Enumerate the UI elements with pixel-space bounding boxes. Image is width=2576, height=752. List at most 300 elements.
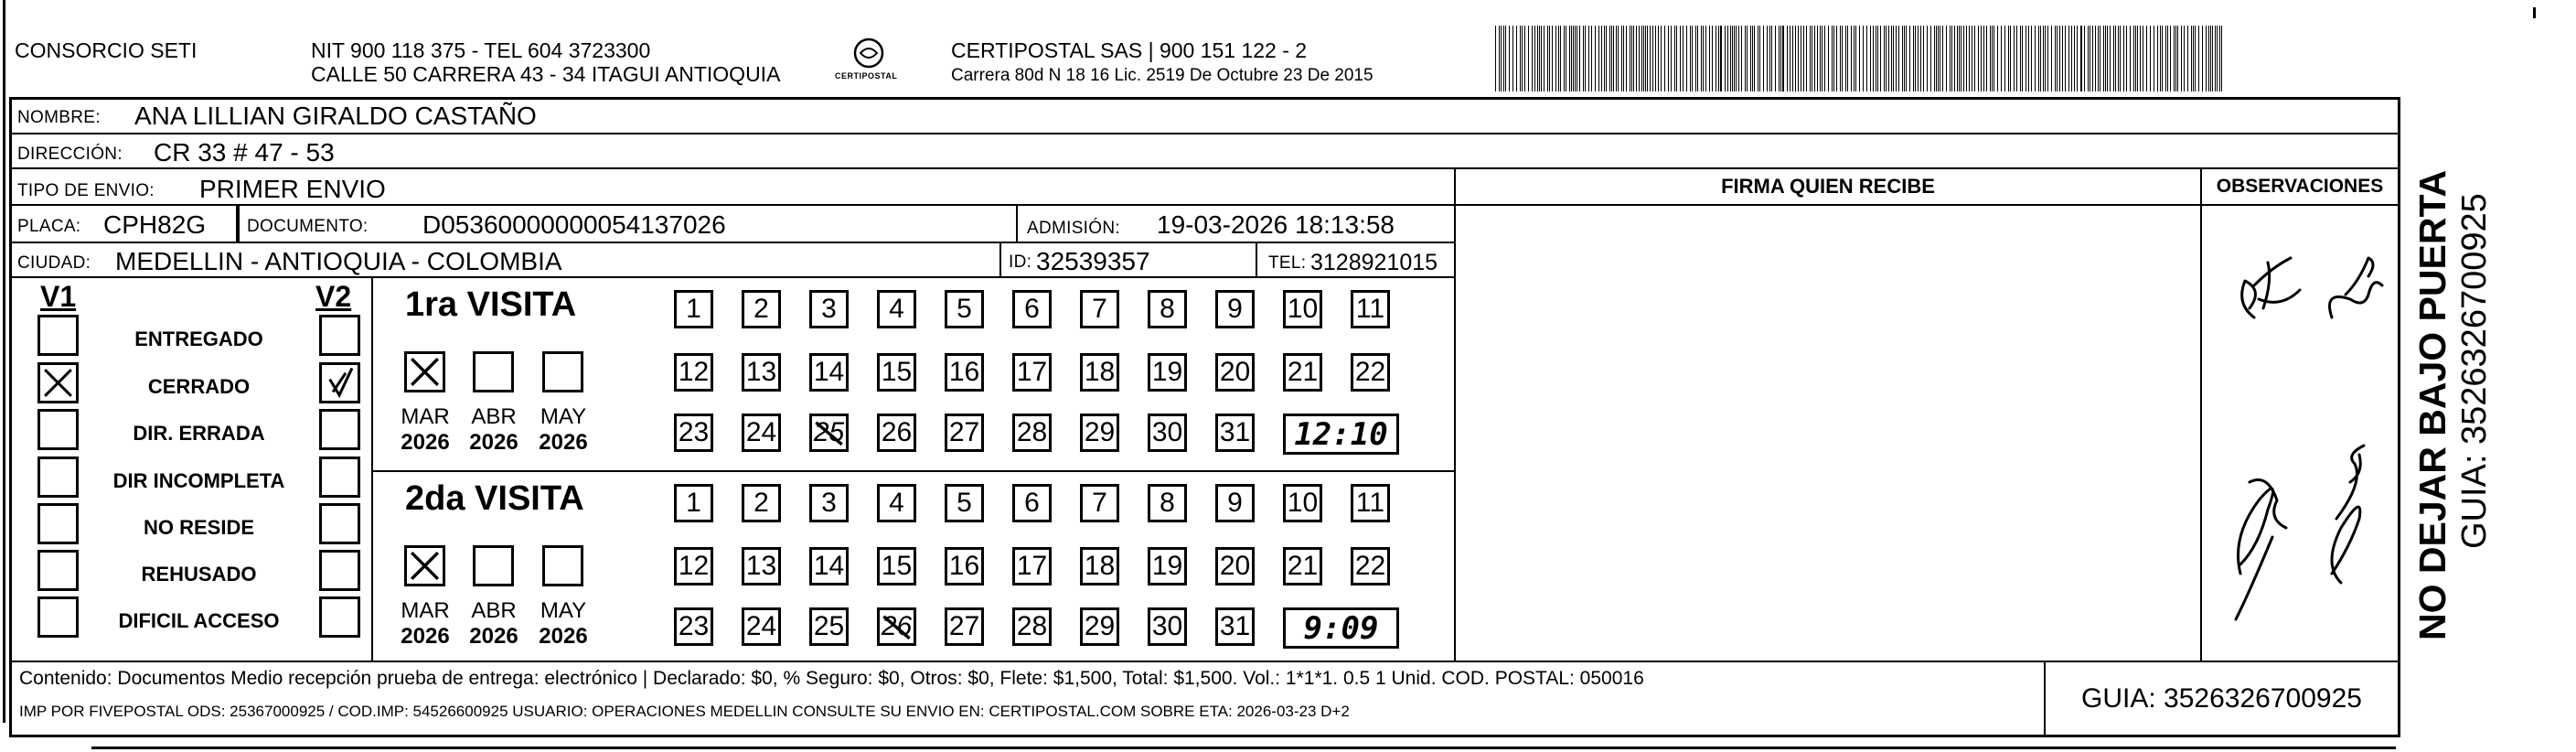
barcode-bar (1738, 26, 1739, 91)
v1-checkbox[interactable] (37, 596, 79, 638)
tipo-label: TIPO DE ENVIO: (17, 181, 155, 200)
year-label: 2026 (401, 624, 450, 649)
barcode-bar (1555, 26, 1556, 91)
day-box[interactable]: 27 (945, 607, 984, 646)
footer-imp: IMP POR FIVEPOSTAL ODS: 25367000925 / COD.IMP: 54526600925 USUARIO: OPERACIONES MEDELLIN CONSULTE SU ENVIO EN: CERTIPOSTAL.COM SOBRE ETA: 2026-03-23 D+2 (19, 703, 1350, 720)
tipo-value: PRIMER ENVIO (199, 175, 386, 203)
barcode-bar (2071, 26, 2072, 91)
day-box[interactable]: 15 (877, 353, 916, 392)
month-label: ABR (471, 598, 517, 623)
ciudad-label: CIUDAD: (17, 253, 91, 273)
day-box[interactable]: 8 (1148, 290, 1187, 328)
barcode-bar (1820, 26, 1821, 91)
logo-text: CERTIPOSTAL (835, 71, 898, 81)
barcode-bar (1604, 26, 1605, 91)
day-box[interactable]: 30 (1148, 607, 1187, 646)
barcode-bar (1524, 26, 1525, 91)
address-line: CALLE 50 CARRERA 43 - 34 ITAGUI ANTIOQUIA (311, 62, 781, 86)
barcode-bar (1636, 26, 1637, 91)
barcode-bar (1915, 26, 1916, 91)
barcode-bar (1650, 26, 1651, 91)
barcode-bar (1671, 26, 1672, 91)
barcode-bar (1842, 26, 1843, 91)
side-no-dejar: NO DEJAR BAJO PUERTA (2411, 169, 2453, 640)
day-box[interactable]: 8 (1148, 484, 1187, 522)
day-box[interactable]: 25 (809, 607, 849, 646)
day-box[interactable]: 21 (1283, 547, 1322, 585)
barcode-bar (1896, 26, 1897, 91)
barcode-bar (1588, 26, 1589, 91)
barcode-bar (1957, 26, 1958, 91)
barcode-bar (2095, 26, 2096, 91)
barcode-bar (1549, 26, 1550, 91)
day-box[interactable]: 14 (809, 547, 849, 585)
barcode-bar (1990, 26, 1991, 91)
day-box[interactable]: 26 (877, 607, 916, 646)
barcode-bar (2092, 26, 2093, 91)
barcode-bar (2004, 26, 2005, 91)
day-box[interactable]: 13 (742, 353, 781, 392)
day-box[interactable]: 5 (945, 290, 984, 328)
barcode-bar (1870, 26, 1871, 91)
day-box[interactable]: 20 (1215, 547, 1255, 585)
barcode (1495, 26, 2227, 91)
barcode-bar (1936, 26, 1937, 91)
v2-checkbox[interactable] (319, 550, 360, 591)
barcode-bar (1645, 26, 1646, 91)
day-box[interactable]: 2 (742, 290, 781, 328)
barcode-bar (1522, 26, 1523, 91)
barcode-bar (1732, 26, 1733, 91)
day-strike-mark (880, 610, 914, 643)
barcode-bar (1641, 26, 1642, 91)
barcode-bar (2126, 26, 2127, 91)
barcode-bar (1930, 26, 1931, 91)
month-checkbox[interactable] (473, 351, 514, 392)
day-box[interactable]: 28 (1012, 414, 1052, 452)
day-box[interactable]: 17 (1012, 547, 1052, 585)
barcode-bar (1661, 26, 1662, 91)
barcode-bar (1891, 26, 1892, 91)
barcode-bar (1652, 26, 1653, 91)
barcode-bar (1509, 26, 1510, 91)
firma-header (1456, 169, 2200, 206)
day-box[interactable]: 2 (742, 484, 781, 522)
day-box[interactable]: 21 (1283, 353, 1322, 392)
barcode-bar (1986, 26, 1987, 91)
barcode-bar (1946, 26, 1947, 91)
day-box[interactable]: 10 (1283, 290, 1322, 328)
barcode-bar (1918, 26, 1919, 91)
day-box[interactable]: 7 (1080, 484, 1119, 522)
barcode-bar (1579, 26, 1580, 91)
footer-guia-cell (2044, 662, 2398, 735)
barcode-bar (2130, 26, 2131, 91)
barcode-bar (1909, 26, 1910, 91)
month-checkbox[interactable] (542, 351, 583, 392)
barcode-bar (1779, 26, 1780, 91)
check-x-mark (407, 548, 443, 584)
visit-title: 1ra VISITA (405, 285, 577, 324)
barcode-bar (1803, 26, 1804, 91)
barcode-bar (2170, 26, 2171, 91)
day-box[interactable]: 4 (877, 290, 916, 328)
barcode-bar (1626, 26, 1627, 91)
barcode-bar (1623, 26, 1624, 91)
barcode-bar (1992, 26, 1993, 91)
check-mark (322, 365, 358, 401)
barcode-bar (1552, 26, 1553, 91)
barcode-bar (1782, 26, 1784, 91)
barcode-bar (1863, 26, 1864, 91)
day-box[interactable]: 13 (742, 547, 781, 585)
visit-time-box[interactable] (1283, 414, 1399, 455)
barcode-bar (1701, 26, 1702, 91)
barcode-bar (2193, 26, 2194, 91)
barcode-bar (2031, 26, 2032, 91)
barcode-bar (1564, 26, 1565, 91)
status-panel (12, 278, 373, 661)
day-box[interactable]: 9 (1215, 484, 1255, 522)
barcode-bar (1547, 26, 1548, 91)
barcode-bar (2210, 26, 2211, 91)
barcode-bar (1595, 26, 1596, 91)
day-box[interactable]: 24 (742, 414, 781, 452)
barcode-bar (2045, 26, 2046, 91)
barcode-bar (1966, 26, 1967, 91)
barcode-bar (1585, 26, 1586, 91)
barcode-bar (1836, 26, 1837, 91)
day-box[interactable]: 11 (1351, 290, 1390, 328)
barcode-bar (1938, 26, 1939, 91)
id-label: ID: (1009, 252, 1032, 272)
barcode-bar (2123, 26, 2124, 91)
day-box[interactable]: 7 (1080, 290, 1119, 328)
day-box[interactable]: 17 (1012, 353, 1052, 392)
barcode-bar (2068, 26, 2069, 91)
month-label: MAR (401, 598, 450, 623)
status-label: NO RESIDE (143, 516, 255, 539)
row-placa (12, 206, 1454, 243)
direccion-label: DIRECCIÓN: (17, 145, 123, 164)
row-ciudad (12, 243, 1454, 278)
obs-header-text: OBSERVACIONES (2216, 176, 2384, 197)
day-box[interactable]: 6 (1012, 484, 1052, 522)
barcode-bar (2055, 26, 2056, 91)
barcode-bar (1833, 26, 1834, 91)
barcode-bar (1734, 26, 1735, 91)
barcode-bar (1674, 26, 1675, 91)
barcode-bar (1611, 26, 1612, 91)
day-box[interactable]: 27 (945, 414, 984, 452)
barcode-bar (1516, 26, 1517, 91)
barcode-bar (1569, 26, 1570, 91)
barcode-bar (1618, 26, 1619, 91)
day-box[interactable]: 1 (674, 484, 713, 522)
barcode-bar (1795, 26, 1796, 91)
day-box[interactable]: 22 (1351, 353, 1390, 392)
barcode-bar (1934, 26, 1935, 91)
barcode-bar (2107, 26, 2108, 91)
status-label: DIR INCOMPLETA (112, 469, 285, 492)
v1-checkbox[interactable] (37, 550, 79, 591)
year-label: 2026 (401, 430, 450, 455)
barcode-bar (1840, 26, 1841, 91)
barcode-bar (1851, 26, 1852, 91)
barcode-bar (2221, 26, 2222, 91)
barcode-bar (1886, 26, 1887, 91)
day-box[interactable]: 3 (809, 290, 849, 328)
day-box[interactable]: 5 (945, 484, 984, 522)
id-value: 32539357 (1036, 247, 1150, 275)
day-box[interactable]: 1 (674, 290, 713, 328)
barcode-bar (2115, 26, 2116, 91)
barcode-bar (1730, 26, 1731, 91)
barcode-bar (1692, 26, 1693, 91)
barcode-bar (1606, 26, 1607, 91)
barcode-bar (1873, 26, 1874, 91)
barcode-bar (2010, 26, 2011, 91)
barcode-bar (1981, 26, 1982, 91)
barcode-bar (1621, 26, 1622, 91)
barcode-bar (1583, 26, 1584, 91)
day-box[interactable]: 12 (674, 353, 713, 392)
month-checkbox[interactable] (404, 351, 445, 392)
barcode-bar (1736, 26, 1737, 91)
barcode-bar (2217, 26, 2218, 91)
barcode-bar (1686, 26, 1687, 91)
barcode-bar (1954, 26, 1955, 91)
barcode-bar (2074, 26, 2075, 91)
footer-guia: GUIA: 3526326700925 (2081, 682, 2362, 714)
scan-speck (2533, 7, 2536, 18)
day-box[interactable]: 18 (1080, 353, 1119, 392)
day-box[interactable]: 11 (1351, 484, 1390, 522)
v2-checkbox[interactable] (319, 596, 360, 638)
barcode-bar (2150, 26, 2151, 91)
barcode-bar (2057, 26, 2058, 91)
barcode-bar (2047, 26, 2048, 91)
barcode-bar (2080, 26, 2082, 91)
placa-label: PLACA: (17, 217, 81, 236)
day-box[interactable]: 4 (877, 484, 916, 522)
day-box[interactable]: 19 (1148, 353, 1187, 392)
direccion-value: CR 33 # 47 - 53 (154, 138, 335, 167)
barcode-bar (1993, 26, 1994, 91)
day-box[interactable]: 10 (1283, 484, 1322, 522)
day-box[interactable]: 20 (1215, 353, 1255, 392)
year-label: 2026 (539, 430, 588, 455)
barcode-bar (1601, 26, 1602, 91)
month-checkbox[interactable] (404, 545, 445, 586)
v2-checkbox[interactable] (319, 409, 360, 450)
day-box[interactable]: 6 (1012, 290, 1052, 328)
barcode-bar (2043, 26, 2044, 91)
documento-label: DOCUMENTO: (247, 217, 369, 236)
barcode-bar (1573, 26, 1574, 91)
barcode-bar (1814, 26, 1815, 91)
row-direccion (12, 134, 2398, 169)
barcode-bar (1951, 26, 1952, 91)
barcode-bar (1775, 26, 1776, 91)
year-label: 2026 (469, 624, 518, 649)
barcode-bar (1560, 26, 1561, 91)
barcode-bar (2212, 26, 2213, 91)
barcode-bar (2110, 26, 2111, 91)
barcode-bar (2040, 26, 2041, 91)
barcode-bar (2038, 26, 2039, 91)
barcode-bar (1888, 26, 1889, 91)
month-label: MAY (540, 404, 587, 429)
barcode-bar (1750, 26, 1751, 91)
barcode-bar (1668, 26, 1669, 91)
barcode-bar (1817, 26, 1818, 91)
barcode-bar (2008, 26, 2009, 91)
placa-cell (12, 206, 238, 242)
barcode-bar (1639, 26, 1640, 91)
barcode-bar (2195, 26, 2196, 91)
day-box[interactable]: 31 (1215, 414, 1255, 452)
barcode-bar (1898, 26, 1899, 91)
v2-checkbox[interactable] (319, 503, 360, 544)
barcode-bar (1752, 26, 1753, 91)
day-box[interactable]: 3 (809, 484, 849, 522)
barcode-bar (1824, 26, 1825, 91)
day-box[interactable]: 18 (1080, 547, 1119, 585)
barcode-bar (1810, 26, 1811, 91)
cert-address: Carrera 80d N 18 16 Lic. 2519 De Octubre 23 De 2015 (951, 66, 1374, 85)
day-box[interactable]: 22 (1351, 547, 1390, 585)
v1-checkbox[interactable] (37, 503, 79, 544)
barcode-bar (1643, 26, 1644, 91)
barcode-bar (1664, 26, 1665, 91)
day-box[interactable]: 25 (809, 414, 849, 452)
day-box[interactable]: 9 (1215, 290, 1255, 328)
placa-value: CPH82G (103, 210, 207, 239)
month-checkbox[interactable] (542, 545, 583, 586)
barcode-bar (1658, 26, 1659, 91)
barcode-bar (1754, 26, 1755, 91)
barcode-bar (1690, 26, 1691, 91)
observaciones-handwriting (2204, 208, 2398, 661)
obs-header (2202, 169, 2398, 206)
nit-line: NIT 900 118 375 - TEL 604 3723300 (311, 38, 651, 62)
day-box[interactable]: 23 (674, 414, 713, 452)
day-box[interactable]: 24 (742, 607, 781, 646)
barcode-bar (1695, 26, 1696, 91)
day-box[interactable]: 26 (877, 414, 916, 452)
barcode-bar (2103, 26, 2104, 91)
barcode-bar (2191, 26, 2192, 91)
row-tipo (12, 169, 1454, 206)
v1-checkbox[interactable] (37, 457, 79, 498)
barcode-bar (1534, 26, 1535, 91)
day-box[interactable]: 16 (945, 547, 984, 585)
barcode-bar (1847, 26, 1848, 91)
barcode-bar (1616, 26, 1617, 91)
barcode-bar (1495, 26, 1496, 91)
barcode-bar (1769, 26, 1770, 91)
barcode-bar (1558, 26, 1559, 91)
barcode-bar (1920, 26, 1921, 91)
check-x-mark (40, 365, 76, 401)
barcode-bar (1969, 26, 1970, 91)
day-box[interactable]: 15 (877, 547, 916, 585)
day-box[interactable]: 30 (1148, 414, 1187, 452)
barcode-bar (2133, 26, 2134, 91)
barcode-bar (1727, 26, 1728, 91)
barcode-bar (1613, 26, 1614, 91)
row-nombre (12, 97, 2398, 134)
barcode-bar (1539, 26, 1540, 91)
barcode-bar (2167, 26, 2168, 91)
barcode-bar (1705, 26, 1706, 91)
barcode-bar (1528, 26, 1529, 91)
barcode-bar (1575, 26, 1576, 91)
visit-time-box[interactable] (1283, 607, 1399, 649)
day-box[interactable]: 28 (1012, 607, 1052, 646)
day-box[interactable]: 19 (1148, 547, 1187, 585)
barcode-bar (1780, 26, 1781, 91)
nombre-value: ANA LILLIAN GIRALDO CASTAÑO (134, 102, 537, 130)
barcode-bar (2184, 26, 2185, 91)
footer-contenido: Contenido: Documentos Medio recepción prueba de entrega: electrónico | Declarado: $0, % Seguro: $0, Otros: $0, Flete: $1,500, Total: $1,500. Vol.: 1*1*1. 0.5 1 Unid. COD. POSTAL: 050016 (19, 668, 1644, 689)
barcode-bar (1859, 26, 1860, 91)
barcode-bar (2174, 26, 2175, 91)
day-box[interactable]: 14 (809, 353, 849, 392)
day-box[interactable]: 29 (1080, 414, 1119, 452)
status-label: DIFICIL ACCESO (118, 609, 280, 632)
barcode-bar (2162, 26, 2163, 91)
firma-header-text: FIRMA QUIEN RECIBE (1721, 175, 1935, 198)
barcode-bar (1828, 26, 1829, 91)
barcode-bar (1591, 26, 1592, 91)
v2-checkbox[interactable] (319, 457, 360, 498)
barcode-bar (1771, 26, 1772, 91)
barcode-bar (1792, 26, 1793, 91)
certipostal-logo (828, 33, 910, 88)
barcode-bar (2219, 26, 2220, 91)
visit-time: 9:09 (1303, 609, 1379, 647)
month-label: ABR (471, 404, 517, 429)
documento-cell (238, 206, 1018, 242)
v2-checkbox[interactable] (319, 362, 360, 403)
barcode-bar (2177, 26, 2178, 91)
barcode-bar (1906, 26, 1907, 91)
month-checkbox[interactable] (473, 545, 514, 586)
barcode-bar (1806, 26, 1807, 91)
barcode-bar (1541, 26, 1542, 91)
id-cell (999, 243, 1257, 276)
v2-checkbox[interactable] (319, 315, 360, 356)
v1-checkbox[interactable] (37, 315, 79, 356)
barcode-bar (2020, 26, 2021, 91)
day-box[interactable]: 12 (674, 547, 713, 585)
day-box[interactable]: 16 (945, 353, 984, 392)
v1-checkbox[interactable] (37, 362, 79, 403)
day-box[interactable]: 23 (674, 607, 713, 646)
barcode-bar (1544, 26, 1545, 91)
barcode-bar (1959, 26, 1960, 91)
status-label: CERRADO (147, 375, 251, 398)
day-box[interactable]: 31 (1215, 607, 1255, 646)
barcode-bar (2137, 26, 2138, 91)
day-box[interactable]: 29 (1080, 607, 1119, 646)
v1-checkbox[interactable] (37, 409, 79, 450)
firma-area (1456, 208, 2200, 661)
visit-title: 2da VISITA (405, 479, 584, 518)
barcode-bar (1680, 26, 1681, 91)
